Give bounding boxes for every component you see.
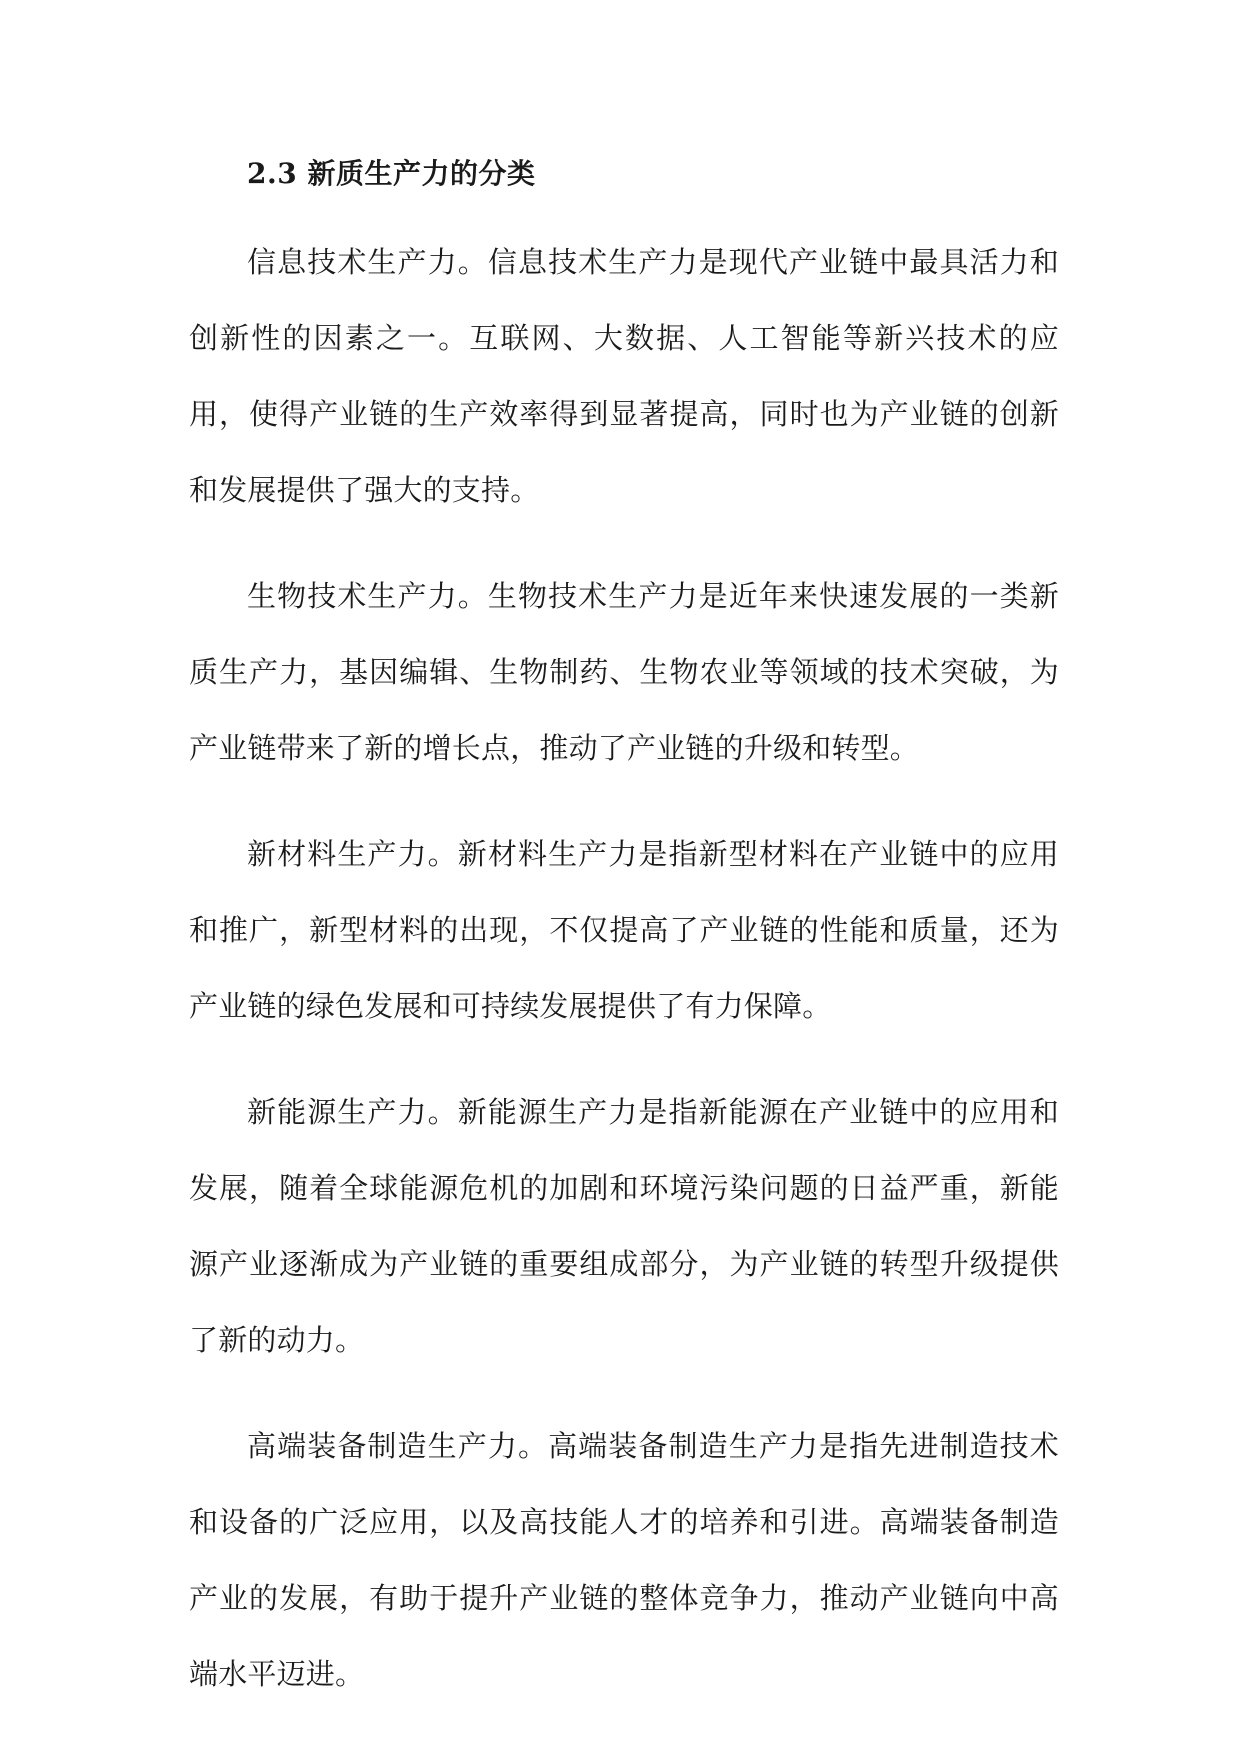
- document-body: [189, 144, 1059, 1712]
- paragraph-information-technology: 信息技术生产力。信息技术生产力是现代产业链中最具活力和创新性的因素之一。互联网、大数据、人工智能等新兴技术的应用，使得产业链的生产效率得到显著提高，同时也为产业链的创新和发展提供了强大的支持。: [189, 245, 1059, 507]
- paragraph-high-end-equipment: 高端装备制造生产力。高端装备制造生产力是指先进制造技术和设备的广泛应用，以及高技能人才的培养和引进。高端装备制造产业的发展，有助于提升产业链的整体竞争力，推动产业链向中高端水平迈进。: [189, 1429, 1059, 1691]
- paragraph-biotechnology: 生物技术生产力。生物技术生产力是近年来快速发展的一类新质生产力，基因编辑、生物制药、生物农业等领域的技术突破，为产业链带来了新的增长点，推动了产业链的升级和转型。: [189, 579, 1059, 765]
- section-heading: 2.3 新质生产力的分类: [247, 157, 536, 190]
- paragraph-new-energy: 新能源生产力。新能源生产力是指新能源在产业链中的应用和发展，随着全球能源危机的加剧和环境污染问题的日益严重，新能源产业逐渐成为产业链的重要组成部分，为产业链的转型升级提供了新的动力。: [189, 1095, 1059, 1357]
- paragraph-new-materials: 新材料生产力。新材料生产力是指新型材料在产业链中的应用和推广，新型材料的出现，不仅提高了产业链的性能和质量，还为产业链的绿色发展和可持续发展提供了有力保障。: [189, 837, 1059, 1023]
